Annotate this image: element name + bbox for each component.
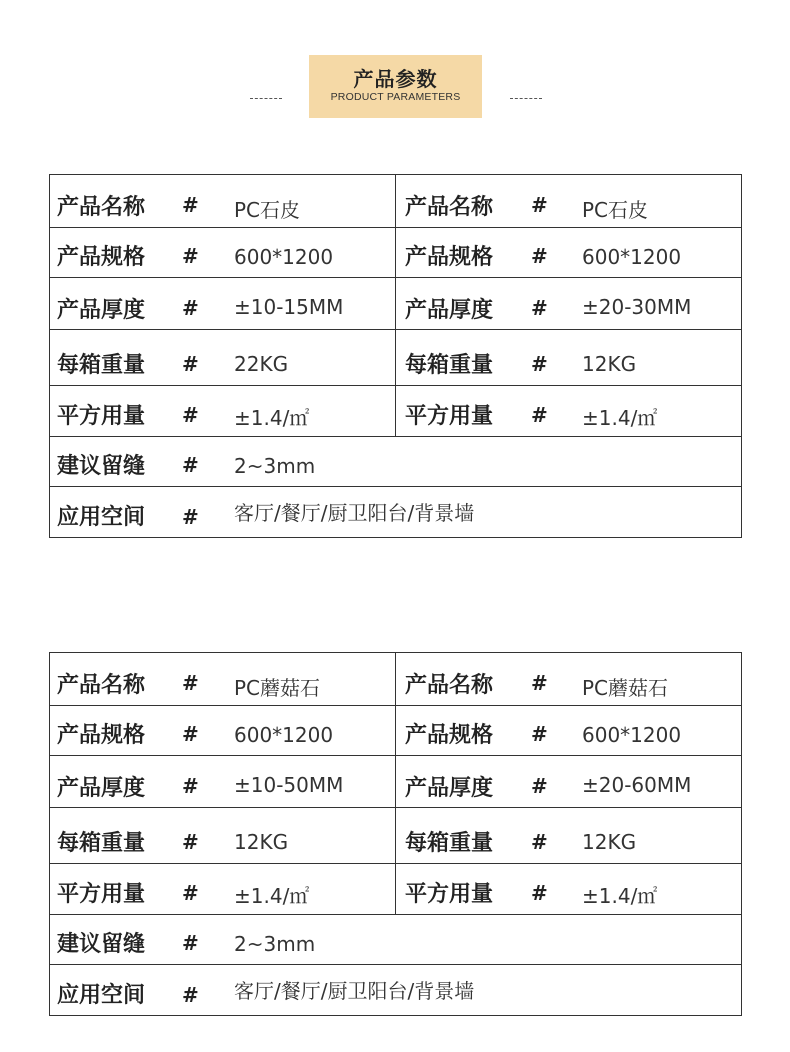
- row-label: 产品规格: [405, 245, 494, 270]
- header-box: [309, 55, 482, 118]
- hash-mark: #: [182, 296, 199, 320]
- column-divider: [395, 175, 396, 227]
- table-row: [50, 914, 741, 964]
- table-row: [50, 175, 741, 227]
- hash-mark: #: [182, 671, 199, 695]
- row-value: 12KG: [234, 830, 289, 854]
- row-label: 每箱重量: [405, 353, 494, 378]
- column-divider: [395, 756, 396, 807]
- row-value: ±10-15MM: [234, 295, 344, 319]
- hash-mark: #: [531, 774, 548, 798]
- hash-mark: #: [531, 193, 548, 217]
- row-label: 产品名称: [405, 673, 494, 698]
- row-label: 产品名称: [405, 195, 494, 220]
- column-divider: [395, 278, 396, 329]
- table-row: [50, 705, 741, 755]
- row-value: 12KG: [582, 830, 637, 854]
- right-dash-divider: [510, 98, 542, 99]
- column-divider: [395, 228, 396, 277]
- table-row: [50, 277, 741, 329]
- hash-mark: #: [182, 881, 199, 905]
- hash-mark: #: [182, 722, 199, 746]
- column-divider: [395, 706, 396, 755]
- row-value: 600*1200: [582, 245, 682, 269]
- hash-mark: #: [182, 505, 199, 529]
- column-divider: [395, 808, 396, 863]
- header-title: 产品参数: [353, 67, 438, 91]
- hash-mark: #: [531, 296, 548, 320]
- row-label: 每箱重量: [57, 353, 146, 378]
- table-row: [50, 486, 741, 537]
- row-label: 平方用量: [57, 882, 146, 907]
- row-label: 产品规格: [57, 245, 146, 270]
- column-divider: [395, 864, 396, 914]
- row-value: PC蘑菇石: [234, 676, 321, 700]
- row-value: 客厅/餐厅/厨卫阳台/背景墙: [234, 979, 475, 1003]
- table-row: [50, 863, 741, 914]
- row-value: 600*1200: [234, 723, 334, 747]
- hash-mark: #: [182, 193, 199, 217]
- spec-table-1: [49, 174, 742, 538]
- table-row: [50, 807, 741, 863]
- row-label: 产品规格: [405, 723, 494, 748]
- row-label: 每箱重量: [57, 831, 146, 856]
- row-label: 平方用量: [57, 404, 146, 429]
- header-subtitle: PRODUCT PARAMETERS: [330, 91, 461, 103]
- row-label: 平方用量: [405, 404, 494, 429]
- row-label: 产品名称: [57, 195, 146, 220]
- row-value: PC石皮: [582, 198, 649, 222]
- hash-mark: #: [182, 774, 199, 798]
- hash-mark: #: [531, 244, 548, 268]
- row-value: 2~3mm: [234, 932, 316, 956]
- row-value: 600*1200: [234, 245, 334, 269]
- table-row: [50, 436, 741, 486]
- row-label: 产品厚度: [57, 776, 146, 801]
- hash-mark: #: [182, 352, 199, 376]
- row-label: 产品名称: [57, 673, 146, 698]
- row-label: 应用空间: [57, 505, 146, 530]
- hash-mark: #: [531, 722, 548, 746]
- hash-mark: #: [531, 881, 548, 905]
- column-divider: [395, 330, 396, 385]
- hash-mark: #: [531, 830, 548, 854]
- row-label: 产品规格: [57, 723, 146, 748]
- hash-mark: #: [182, 244, 199, 268]
- column-divider: [395, 653, 396, 705]
- hash-mark: #: [182, 830, 199, 854]
- table-row: [50, 964, 741, 1015]
- table-row: [50, 385, 741, 436]
- row-value: 12KG: [582, 352, 637, 376]
- row-value: ±1.4/㎡: [234, 406, 310, 430]
- row-value: ±1.4/㎡: [582, 884, 658, 908]
- hash-mark: #: [182, 403, 199, 427]
- table-row: [50, 329, 741, 385]
- column-divider: [395, 386, 396, 436]
- table-row: [50, 227, 741, 277]
- table-row: [50, 653, 741, 705]
- row-value: 2~3mm: [234, 454, 316, 478]
- row-label: 产品厚度: [405, 298, 494, 323]
- hash-mark: #: [531, 671, 548, 695]
- row-label: 平方用量: [405, 882, 494, 907]
- row-value: ±10-50MM: [234, 773, 344, 797]
- row-value: 22KG: [234, 352, 289, 376]
- row-value: ±1.4/㎡: [582, 406, 658, 430]
- row-value: 600*1200: [582, 723, 682, 747]
- hash-mark: #: [182, 453, 199, 477]
- row-label: 产品厚度: [57, 298, 146, 323]
- spec-table-2: [49, 652, 742, 1016]
- row-label: 产品厚度: [405, 776, 494, 801]
- row-value: ±1.4/㎡: [234, 884, 310, 908]
- row-label: 建议留缝: [57, 932, 146, 957]
- hash-mark: #: [182, 983, 199, 1007]
- row-value: ±20-30MM: [582, 295, 692, 319]
- row-label: 每箱重量: [405, 831, 494, 856]
- row-label: 应用空间: [57, 983, 146, 1008]
- row-label: 建议留缝: [57, 454, 146, 479]
- row-value: PC石皮: [234, 198, 301, 222]
- left-dash-divider: [250, 98, 282, 99]
- row-value: PC蘑菇石: [582, 676, 669, 700]
- hash-mark: #: [531, 352, 548, 376]
- row-value: ±20-60MM: [582, 773, 692, 797]
- hash-mark: #: [182, 931, 199, 955]
- hash-mark: #: [531, 403, 548, 427]
- table-row: [50, 755, 741, 807]
- row-value: 客厅/餐厅/厨卫阳台/背景墙: [234, 501, 475, 525]
